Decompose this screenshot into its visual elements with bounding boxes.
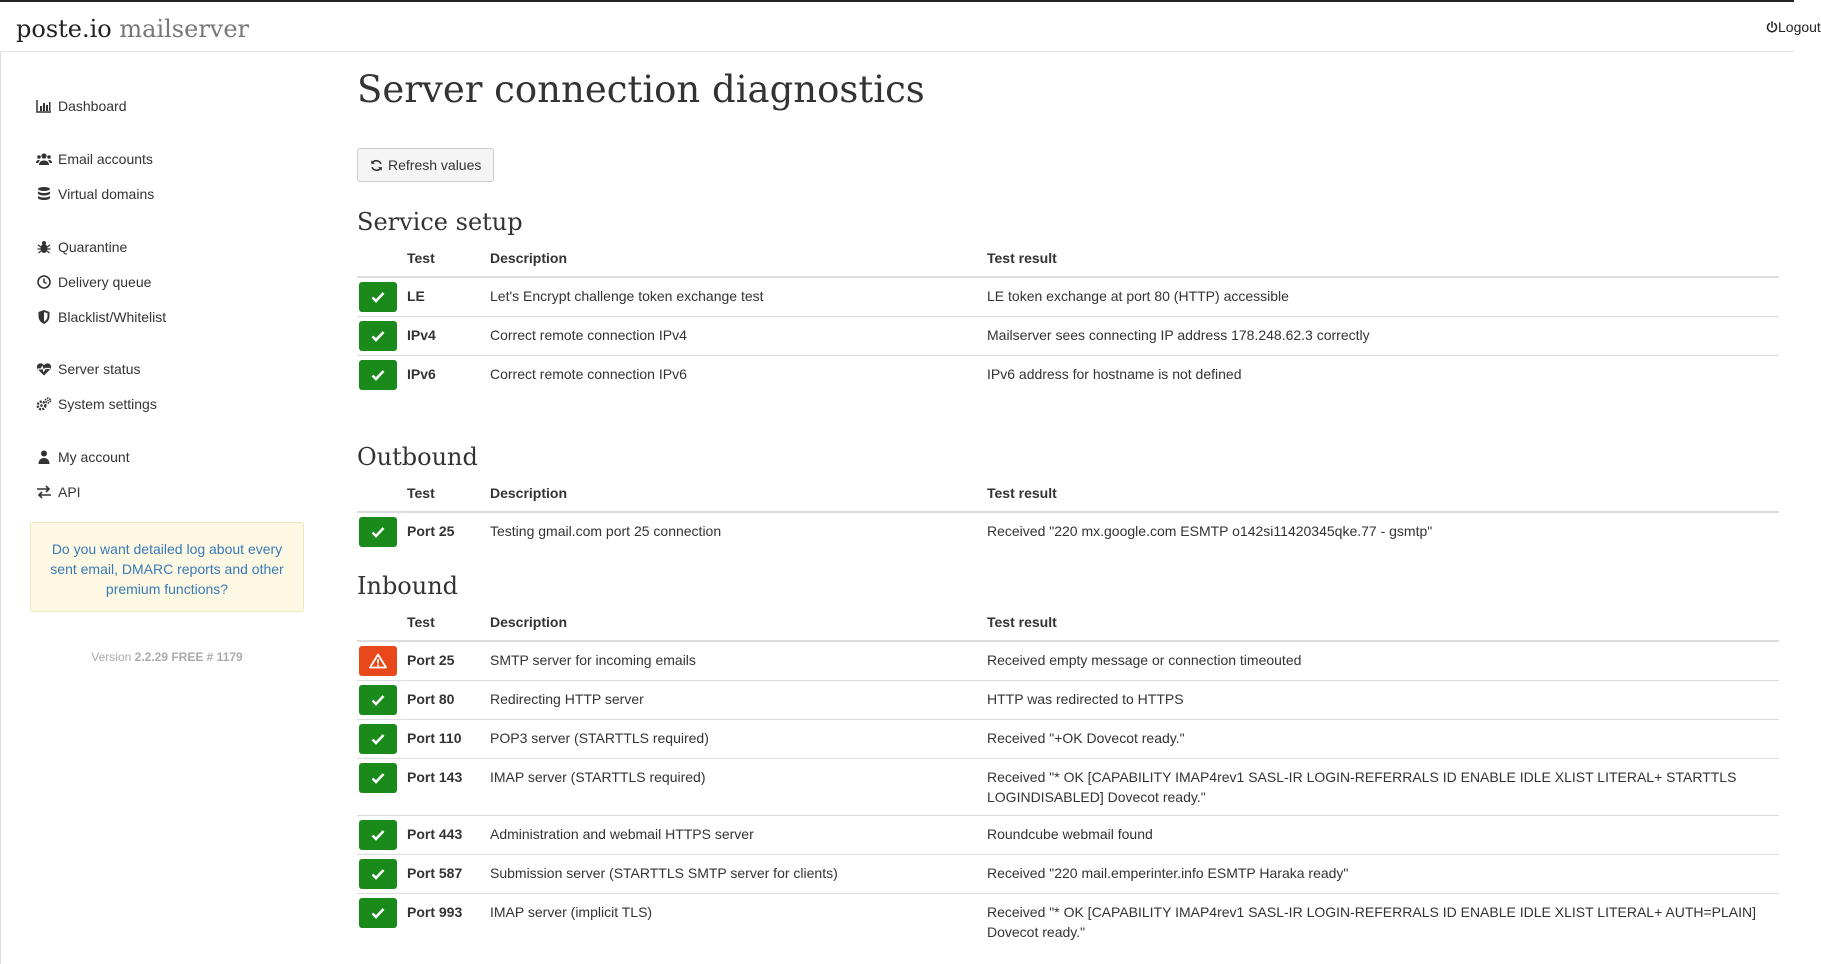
test-name: Port 143 [407, 759, 490, 816]
table-row [357, 759, 1779, 816]
column-header-test: Test [407, 604, 490, 641]
sidebar-item-delivery-queue[interactable] [36, 274, 151, 290]
status-badge [359, 859, 397, 889]
test-description: Submission server (STARTTLS SMTP server for clients) [490, 855, 987, 894]
test-name: Port 80 [407, 681, 490, 720]
brand-suffix: mailserver [119, 15, 250, 43]
test-result: Received "220 mail.emperinter.info ESMTP Haraka ready" [987, 855, 1779, 894]
test-name: Port 443 [407, 816, 490, 855]
status-cell [357, 277, 407, 317]
table-header-row [357, 475, 1779, 512]
sidebar-item-system-settings[interactable] [36, 396, 157, 412]
table-header-row [357, 240, 1779, 277]
sidebar-item-api[interactable] [36, 484, 81, 500]
status-badge [359, 360, 397, 390]
test-description: Testing gmail.com port 25 connection [490, 523, 722, 539]
table-row [357, 641, 1779, 681]
refresh-values-button[interactable] [357, 148, 494, 182]
test-name: Port 25 [407, 523, 455, 539]
database-icon [36, 186, 52, 202]
test-description: IMAP server (implicit TLS) [490, 894, 987, 951]
test-result: Received "* OK [CAPABILITY IMAP4rev1 SASL-IR LOGIN-REFERRALS ID ENABLE IDLE XLIST LITERAL+ AUTH=PLAIN] Dovecot ready." [987, 894, 1779, 951]
check-icon [370, 731, 386, 747]
status-badge [359, 763, 397, 793]
sidebar-item-label: Delivery queue [58, 274, 152, 290]
test-name: Port 25 [407, 652, 455, 668]
version-prefix: Version [91, 650, 132, 664]
page-title: Server connection diagnostics [357, 68, 925, 111]
test-result: Received "220 mx.google.com ESMTP o142si11420345qke.77 - gsmtp" [987, 523, 1433, 539]
column-header-description: Description [490, 475, 987, 512]
test-name: Port 587 [407, 855, 490, 894]
sidebar-item-label: Blacklist/Whitelist [58, 309, 167, 325]
table-row [357, 816, 1779, 855]
table-row [357, 681, 1779, 720]
sidebar-item-label: Email accounts [58, 151, 153, 167]
sidebar-item-email-accounts[interactable] [36, 151, 153, 167]
status-badge [359, 898, 397, 928]
refresh-label: Refresh values [388, 157, 482, 173]
status-cell [357, 641, 407, 681]
bug-icon [36, 239, 52, 255]
status-cell [357, 855, 407, 894]
sidebar-item-virtual-domains[interactable] [36, 186, 154, 202]
test-result: LE token exchange at port 80 (HTTP) accessible [987, 288, 1289, 304]
premium-promo-link[interactable]: Do you want detailed log about every sent email, DMARC reports and other premium functions? [30, 522, 304, 612]
status-cell [357, 759, 407, 816]
check-icon [370, 289, 386, 305]
test-name: IPv6 [407, 356, 490, 395]
check-icon [370, 866, 386, 882]
test-name: Port 993 [407, 894, 490, 951]
check-icon [370, 827, 386, 843]
table-row [357, 894, 1779, 951]
status-cell [357, 512, 407, 551]
table-row [357, 356, 1779, 395]
check-icon [370, 770, 386, 786]
sidebar-item-quarantine[interactable] [36, 239, 127, 255]
users-icon [36, 151, 52, 167]
status-badge [359, 517, 397, 547]
test-result: Mailserver sees connecting IP address 178.248.62.3 correctly [987, 317, 1779, 356]
column-header-result: Test result [987, 475, 1779, 512]
refresh-icon [370, 159, 383, 172]
inbound-table [357, 604, 1779, 950]
service-setup-table [357, 240, 1779, 394]
sidebar-item-label: Dashboard [58, 98, 127, 114]
test-name: LE [407, 288, 425, 304]
test-result: HTTP was redirected to HTTPS [987, 681, 1779, 720]
column-header-result: Test result [987, 240, 1779, 277]
brand-name: poste.io [16, 15, 112, 43]
section-title-outbound: Outbound [357, 443, 478, 471]
warning-icon [369, 653, 387, 669]
status-cell [357, 894, 407, 951]
test-result: Received "+OK Dovecot ready." [987, 720, 1779, 759]
table-row [357, 720, 1779, 759]
table-header-row [357, 604, 1779, 641]
test-description: Administration and webmail HTTPS server [490, 816, 987, 855]
gears-icon [36, 396, 52, 412]
shield-icon [36, 309, 52, 325]
exchange-icon [36, 484, 52, 500]
sidebar-item-label: System settings [58, 396, 157, 412]
status-badge [359, 820, 397, 850]
check-icon [370, 692, 386, 708]
test-result: Received empty message or connection timeouted [987, 652, 1302, 668]
status-badge [359, 321, 397, 351]
check-icon [370, 328, 386, 344]
column-header-test: Test [407, 240, 490, 277]
status-badge [359, 724, 397, 754]
user-icon [36, 449, 52, 465]
column-header-description: Description [490, 604, 987, 641]
heartbeat-icon [36, 361, 52, 377]
sidebar-item-my-account[interactable] [36, 449, 130, 465]
test-description: Let's Encrypt challenge token exchange test [490, 288, 764, 304]
table-row [357, 512, 1779, 551]
top-navbar [0, 0, 1821, 52]
test-description: IMAP server (STARTTLS required) [490, 759, 987, 816]
version-info [30, 650, 304, 664]
sidebar-item-label: Virtual domains [58, 186, 155, 202]
sidebar-item-label: My account [58, 449, 130, 465]
status-cell [357, 356, 407, 395]
check-icon [370, 367, 386, 383]
logout-link[interactable] [1766, 19, 1821, 35]
test-result: Roundcube webmail found [987, 816, 1779, 855]
clock-icon [36, 274, 52, 290]
column-header-test: Test [407, 475, 490, 512]
status-cell [357, 816, 407, 855]
table-row [357, 855, 1779, 894]
sidebar-item-label: API [58, 484, 81, 500]
table-row [357, 317, 1779, 356]
bar-chart-icon [36, 98, 52, 114]
section-title-service-setup: Service setup [357, 208, 523, 236]
column-header-description: Description [490, 240, 987, 277]
sidebar-item-label: Server status [58, 361, 141, 377]
status-cell [357, 720, 407, 759]
test-description: Correct remote connection IPv6 [490, 356, 987, 395]
test-description: Redirecting HTTP server [490, 681, 987, 720]
test-name: Port 110 [407, 720, 490, 759]
test-description: Correct remote connection IPv4 [490, 317, 987, 356]
check-icon [370, 524, 386, 540]
version-value: 2.2.29 FREE # 1179 [134, 650, 243, 664]
logout-label: Logout [1778, 19, 1821, 35]
status-cell [357, 317, 407, 356]
sidebar-item-dashboard[interactable] [36, 98, 127, 114]
sidebar-item-label: Quarantine [58, 239, 128, 255]
status-badge [359, 282, 397, 312]
test-description: POP3 server (STARTTLS required) [490, 720, 987, 759]
test-description: SMTP server for incoming emails [490, 652, 696, 668]
sidebar-item-blacklist-whitelist[interactable] [36, 309, 166, 325]
status-cell [357, 681, 407, 720]
section-title-inbound: Inbound [357, 572, 459, 600]
sidebar-item-server-status[interactable] [36, 361, 140, 377]
left-border [0, 52, 1, 964]
status-badge [359, 646, 397, 676]
status-badge [359, 685, 397, 715]
table-row [357, 277, 1779, 317]
column-header-result: Test result [987, 604, 1779, 641]
test-result: IPv6 address for hostname is not defined [987, 356, 1779, 395]
test-result: Received "* OK [CAPABILITY IMAP4rev1 SASL-IR LOGIN-REFERRALS ID ENABLE IDLE XLIST LITERAL+ STARTTLS LOGINDISABLED] Dovecot ready." [987, 759, 1779, 816]
outbound-table [357, 475, 1779, 551]
test-name: IPv4 [407, 317, 490, 356]
brand-logo[interactable] [16, 15, 249, 43]
power-icon [1766, 21, 1778, 33]
check-icon [370, 905, 386, 921]
